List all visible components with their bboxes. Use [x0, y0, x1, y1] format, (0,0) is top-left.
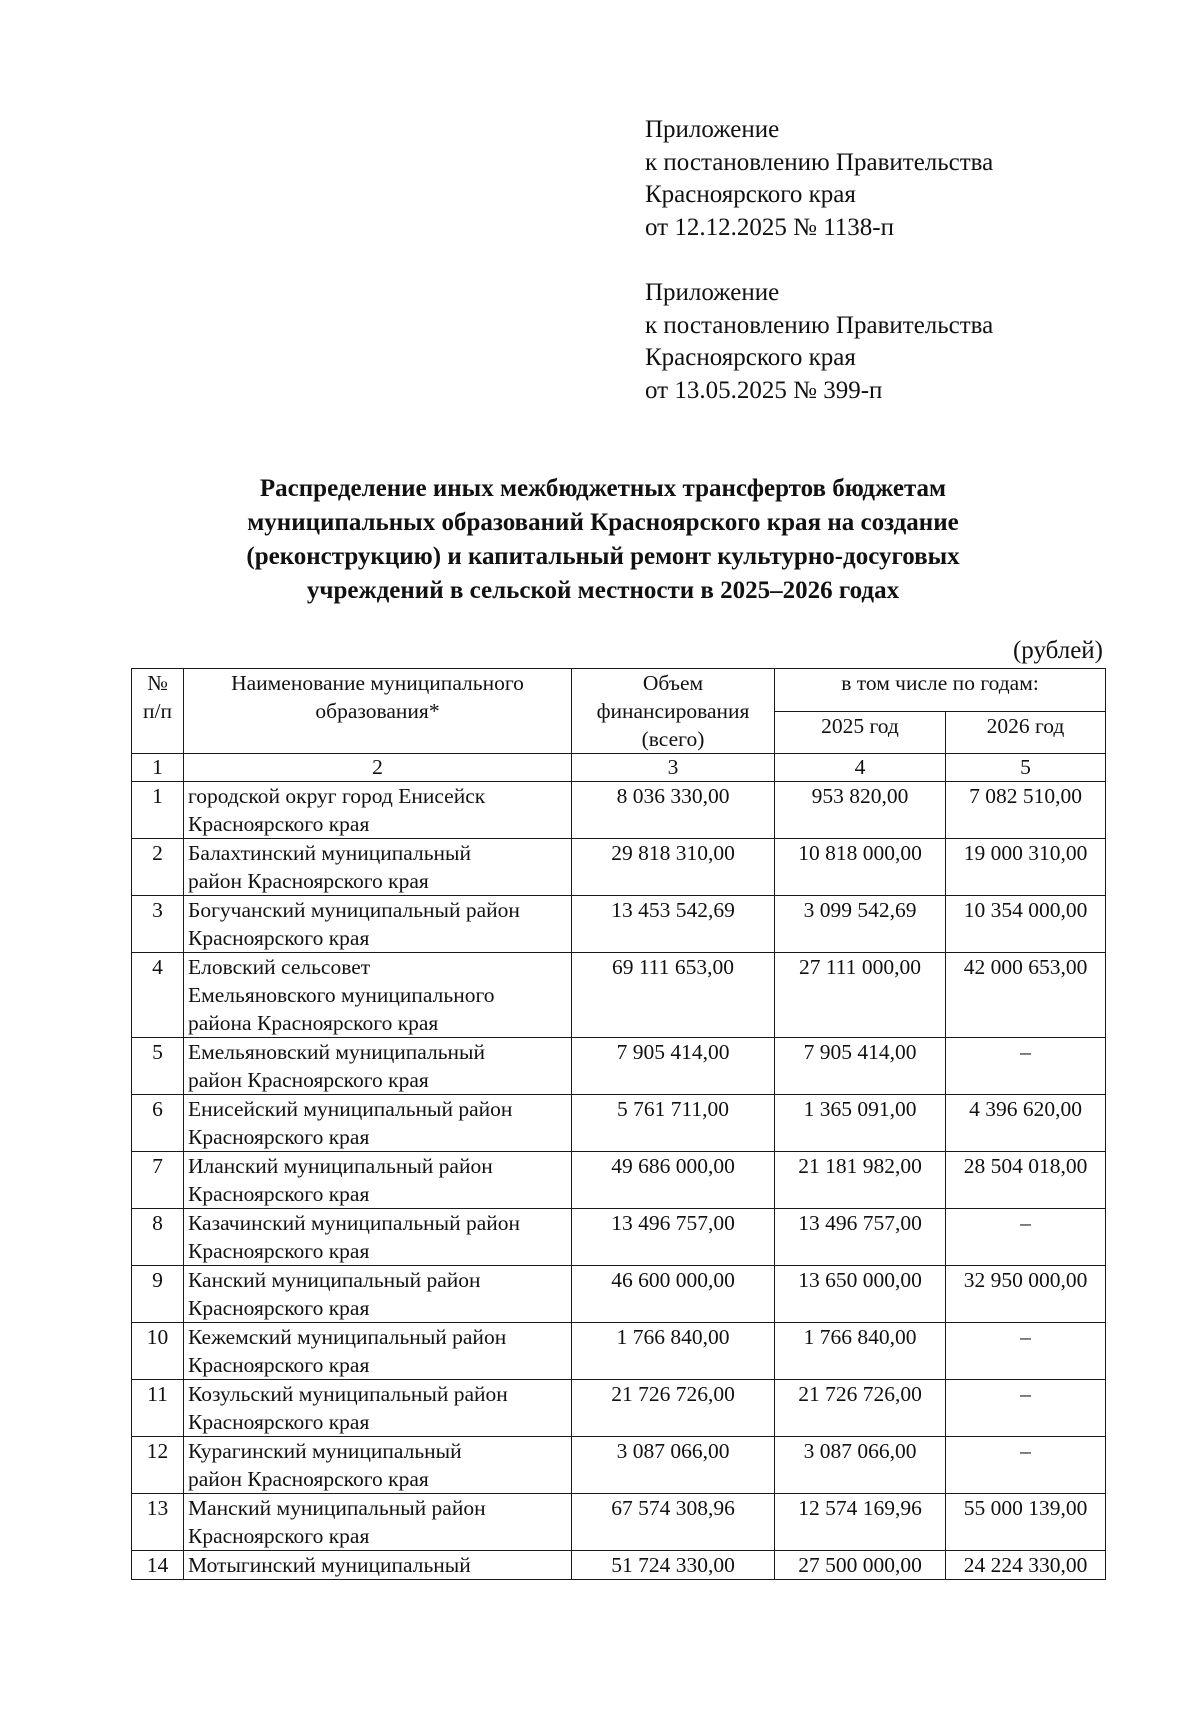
table-row [132, 1551, 1106, 1580]
total-amount: 5 761 711,00 [572, 1095, 775, 1152]
header-total-line2: финансирования [596, 699, 750, 723]
amount-2026: 24 224 330,00 [946, 1551, 1106, 1580]
amount-2026: 10 354 000,00 [946, 896, 1106, 953]
municipality-name-text: Еловский сельсовет Емельяновского муниципального района Красноярского края [188, 955, 495, 1035]
document-title [150, 472, 1056, 608]
appendix-current-line4: от 12.12.2025 № 1138-п [645, 213, 894, 241]
row-number: 4 [132, 953, 184, 1038]
header-total-line1: Объем [642, 671, 704, 695]
appendix-original-block [645, 277, 993, 407]
amount-2025: 1 365 091,00 [775, 1095, 946, 1152]
table-row [132, 953, 1106, 1038]
total-amount: 1 766 840,00 [572, 1323, 775, 1380]
title-line1: Распределение иных межбюджетных трансфертов бюджетам [259, 475, 947, 502]
municipality-name [184, 1494, 572, 1551]
table-row [132, 1494, 1106, 1551]
amount-2026: 4 396 620,00 [946, 1095, 1106, 1152]
row-number: 13 [132, 1494, 184, 1551]
total-amount: 29 818 310,00 [572, 839, 775, 896]
amount-2026: 55 000 139,00 [946, 1494, 1106, 1551]
row-number: 10 [132, 1323, 184, 1380]
header-num [132, 669, 184, 754]
total-amount: 67 574 308,96 [572, 1494, 775, 1551]
municipality-name [184, 1551, 572, 1580]
municipality-name-text: городской округ город Енисейск Красноярского края [188, 784, 486, 836]
header-total-line3: (всего) [641, 727, 705, 751]
table-body [132, 782, 1106, 1580]
table-row [132, 1209, 1106, 1266]
amount-2025: 1 766 840,00 [775, 1323, 946, 1380]
amount-2026: – [946, 1380, 1106, 1437]
municipality-name [184, 1266, 572, 1323]
municipality-name [184, 896, 572, 953]
column-number: 3 [572, 754, 775, 782]
municipality-name [184, 1038, 572, 1095]
municipality-name-text: Енисейский муниципальный район Красноярского края [188, 1097, 513, 1149]
table-header-row-1 [132, 669, 1106, 712]
municipality-name [184, 1323, 572, 1380]
municipality-name-text: Емельяновский муниципальный район Красноярского края [188, 1040, 485, 1092]
row-number: 6 [132, 1095, 184, 1152]
table-row [132, 1266, 1106, 1323]
table-row [132, 1038, 1106, 1095]
appendix-original-line4: от 13.05.2025 № 399-п [645, 376, 883, 404]
header-name-line2: образования* [315, 699, 440, 723]
appendix-original-line1: Приложение [645, 279, 780, 306]
municipality-name-text: Мотыгинский муниципальный [188, 1553, 471, 1577]
table-row [132, 1095, 1106, 1152]
table-row [132, 1380, 1106, 1437]
total-amount: 21 726 726,00 [572, 1380, 775, 1437]
row-number: 2 [132, 839, 184, 896]
amount-2026: – [946, 1437, 1106, 1494]
total-amount: 69 111 653,00 [572, 953, 775, 1038]
municipality-name-text: Кежемский муниципальный район Красноярского края [188, 1325, 507, 1377]
total-amount: 13 453 542,69 [572, 896, 775, 953]
amount-2026: 42 000 653,00 [946, 953, 1106, 1038]
header-year-2025: 2025 год [775, 711, 946, 754]
amount-2025: 13 650 000,00 [775, 1266, 946, 1323]
appendix-current-line1: Приложение [645, 116, 780, 143]
row-number: 1 [132, 782, 184, 839]
amount-2025: 10 818 000,00 [775, 839, 946, 896]
appendix-current-line3: Красноярского края [645, 181, 856, 208]
column-number-row [132, 754, 1106, 782]
amount-2025: 21 726 726,00 [775, 1380, 946, 1437]
total-amount: 46 600 000,00 [572, 1266, 775, 1323]
municipality-name-text: Козульский муниципальный район Красноярского края [188, 1382, 508, 1434]
municipality-name [184, 1152, 572, 1209]
amount-2026: 7 082 510,00 [946, 782, 1106, 839]
amount-2026: 28 504 018,00 [946, 1152, 1106, 1209]
total-amount: 8 036 330,00 [572, 782, 775, 839]
amount-2026: – [946, 1209, 1106, 1266]
appendix-current-line2: к постановлению Правительства [645, 148, 994, 176]
column-number: 4 [775, 754, 946, 782]
amount-2025: 3 087 066,00 [775, 1437, 946, 1494]
municipality-name-text: Иланский муниципальный район Красноярского края [188, 1154, 493, 1206]
title-line3: (реконструкцию) и капитальный ремонт культурно-досуговых [246, 543, 960, 570]
header-num-line1: № [147, 671, 168, 695]
table-row [132, 839, 1106, 896]
amount-2025: 27 500 000,00 [775, 1551, 946, 1580]
transfers-table [131, 668, 1106, 1580]
appendix-current-block [645, 114, 993, 244]
amount-2025: 7 905 414,00 [775, 1038, 946, 1095]
amount-2026: 32 950 000,00 [946, 1266, 1106, 1323]
table-row [132, 782, 1106, 839]
municipality-name [184, 839, 572, 896]
header-num-line2: п/п [143, 699, 172, 723]
total-amount: 7 905 414,00 [572, 1038, 775, 1095]
table-row [132, 1323, 1106, 1380]
municipality-name [184, 782, 572, 839]
total-amount: 49 686 000,00 [572, 1152, 775, 1209]
total-amount: 51 724 330,00 [572, 1551, 775, 1580]
title-line4: учреждений в сельской местности в 2025–2026 годах [306, 577, 900, 604]
appendix-original-line2: к постановлению Правительства [645, 311, 994, 339]
total-amount: 3 087 066,00 [572, 1437, 775, 1494]
total-amount: 13 496 757,00 [572, 1209, 775, 1266]
municipality-name-text: Курагинский муниципальный район Красноярского края [188, 1439, 462, 1491]
row-number: 7 [132, 1152, 184, 1209]
municipality-name-text: Казачинский муниципальный район Красноярского края [188, 1211, 521, 1263]
municipality-name-text: Богучанский муниципальный район Красноярского края [188, 898, 520, 950]
table-row [132, 1152, 1106, 1209]
table-row [132, 896, 1106, 953]
title-line2: муниципальных образований Красноярского края на создание [247, 509, 959, 536]
row-number: 11 [132, 1380, 184, 1437]
column-number: 1 [132, 754, 184, 782]
amount-2025: 953 820,00 [775, 782, 946, 839]
amount-2025: 13 496 757,00 [775, 1209, 946, 1266]
amount-2026: 19 000 310,00 [946, 839, 1106, 896]
amount-2025: 12 574 169,96 [775, 1494, 946, 1551]
row-number: 12 [132, 1437, 184, 1494]
header-by-years: в том числе по годам: [775, 669, 1106, 712]
row-number: 9 [132, 1266, 184, 1323]
municipality-name-text: Канский муниципальный район Красноярского края [188, 1268, 481, 1320]
municipality-name-text: Манский муниципальный район Красноярского края [188, 1496, 486, 1548]
municipality-name [184, 953, 572, 1038]
column-number: 2 [184, 754, 572, 782]
municipality-name-text: Балахтинский муниципальный район Красноярского края [188, 841, 471, 893]
table-row [132, 1437, 1106, 1494]
municipality-name [184, 1437, 572, 1494]
municipality-name [184, 1095, 572, 1152]
unit-label: (рублей) [1012, 637, 1103, 664]
amount-2026: – [946, 1038, 1106, 1095]
header-name [184, 669, 572, 754]
appendix-original-line3: Красноярского края [645, 344, 856, 371]
row-number: 8 [132, 1209, 184, 1266]
column-number: 5 [946, 754, 1106, 782]
amount-2026: – [946, 1323, 1106, 1380]
header-total [572, 669, 775, 754]
header-name-line1: Наименование муниципального [231, 671, 524, 695]
municipality-name [184, 1209, 572, 1266]
header-year-2026: 2026 год [946, 711, 1106, 754]
municipality-name [184, 1380, 572, 1437]
amount-2025: 3 099 542,69 [775, 896, 946, 953]
amount-2025: 27 111 000,00 [775, 953, 946, 1038]
row-number: 5 [132, 1038, 184, 1095]
row-number: 14 [132, 1551, 184, 1580]
amount-2025: 21 181 982,00 [775, 1152, 946, 1209]
row-number: 3 [132, 896, 184, 953]
